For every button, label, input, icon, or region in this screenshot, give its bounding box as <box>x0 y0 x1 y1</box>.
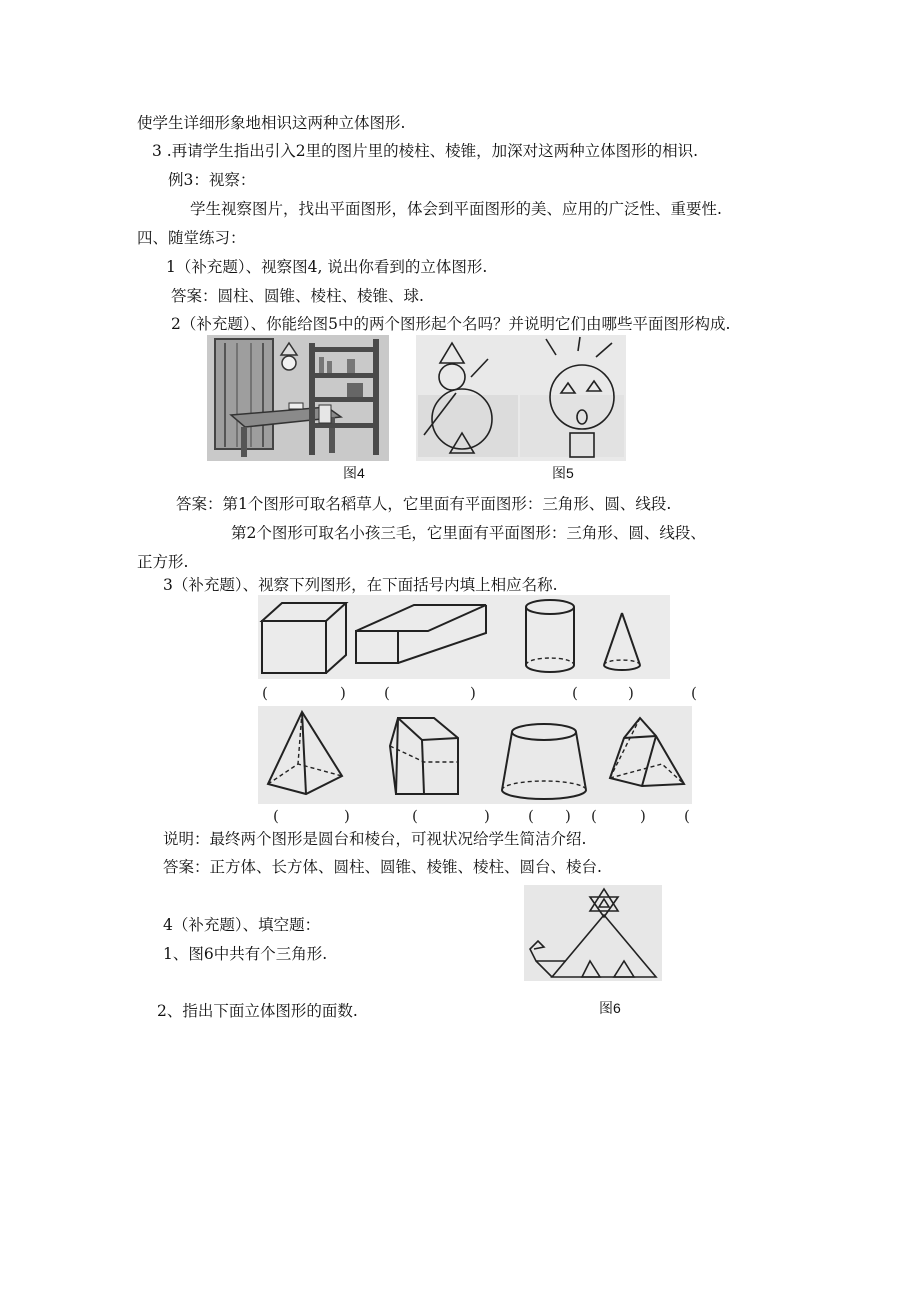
figure-4-image <box>207 335 389 461</box>
answer-2-continuation: 正方形. <box>137 553 189 571</box>
answer-blank-paren: ) <box>565 807 571 825</box>
answer-blank-paren: ) <box>340 684 346 702</box>
answer-blank-paren: ( <box>384 684 390 702</box>
text-line-4: 学生视察图片，找出平面图形，体会到平面图形的美、应用的广泛性、重要性. <box>190 200 722 218</box>
question-2: 2（补充题）、你能给图5中的两个图形起个名吗？并说明它们由哪些平面图形构成. <box>171 315 731 333</box>
answer-blank-paren: ) <box>470 684 476 702</box>
answer-blank-paren: ( <box>691 684 697 702</box>
answer-blank-paren: ) <box>640 807 646 825</box>
answer-blank-paren: ) <box>484 807 490 825</box>
answer-2-part-2: 第2个图形可取名小孩三毛，它里面有平面图形：三角形、圆、线段、 <box>231 524 706 542</box>
figure-5-caption: 图5 <box>552 465 574 481</box>
explanation-note: 说明：最终两个图形是圆台和棱台，可视状况给学生简洁介绍. <box>163 830 587 848</box>
question-4: 4（补充题）、填空题： <box>163 916 321 934</box>
answer-3: 答案：正方体、长方体、圆柱、圆锥、棱锥、棱柱、圆台、棱台. <box>163 858 602 876</box>
section-heading-practice: 四、随堂练习： <box>137 229 246 247</box>
figure-5-image <box>416 335 626 461</box>
answer-1: 答案：圆柱、圆锥、棱柱、棱锥、球. <box>171 287 424 305</box>
figure-6-caption: 图6 <box>599 1000 621 1016</box>
answer-blank-paren: ( <box>412 807 418 825</box>
example-3-heading: 例3：视察： <box>168 171 256 189</box>
answer-blank-paren: ( <box>684 807 690 825</box>
figure-4-caption: 图4 <box>343 465 365 481</box>
answer-blank-paren: ) <box>628 684 634 702</box>
solids-row-2-image <box>258 706 692 804</box>
answer-blank-paren: ) <box>344 807 350 825</box>
answer-blank-paren: ( <box>273 807 279 825</box>
answer-blank-paren: ( <box>572 684 578 702</box>
solids-row-1-image <box>258 595 670 679</box>
answer-blank-paren: ( <box>528 807 534 825</box>
answer-blank-paren: ( <box>591 807 597 825</box>
text-line-2: 3 .再请学生指出引入2里的图片里的棱柱、棱锥，加深对这两种立体图形的相识. <box>152 142 699 160</box>
question-1: 1（补充题）、视察图4, 说出你看到的立体图形. <box>166 258 488 276</box>
text-line-1: 使学生详细形象地相识这两种立体图形. <box>137 114 406 132</box>
question-3: 3（补充题）、视察下列图形，在下面括号内填上相应名称. <box>163 576 558 594</box>
question-4-item-2: 2、指出下面立体图形的面数. <box>157 1002 358 1020</box>
figure-6-image <box>524 885 662 981</box>
question-4-item-1: 1、图6中共有个三角形. <box>163 945 328 963</box>
answer-blank-paren: ( <box>262 684 268 702</box>
answer-2-part-1: 答案：第1个图形可取名稻草人，它里面有平面图形：三角形、圆、线段. <box>176 495 672 513</box>
